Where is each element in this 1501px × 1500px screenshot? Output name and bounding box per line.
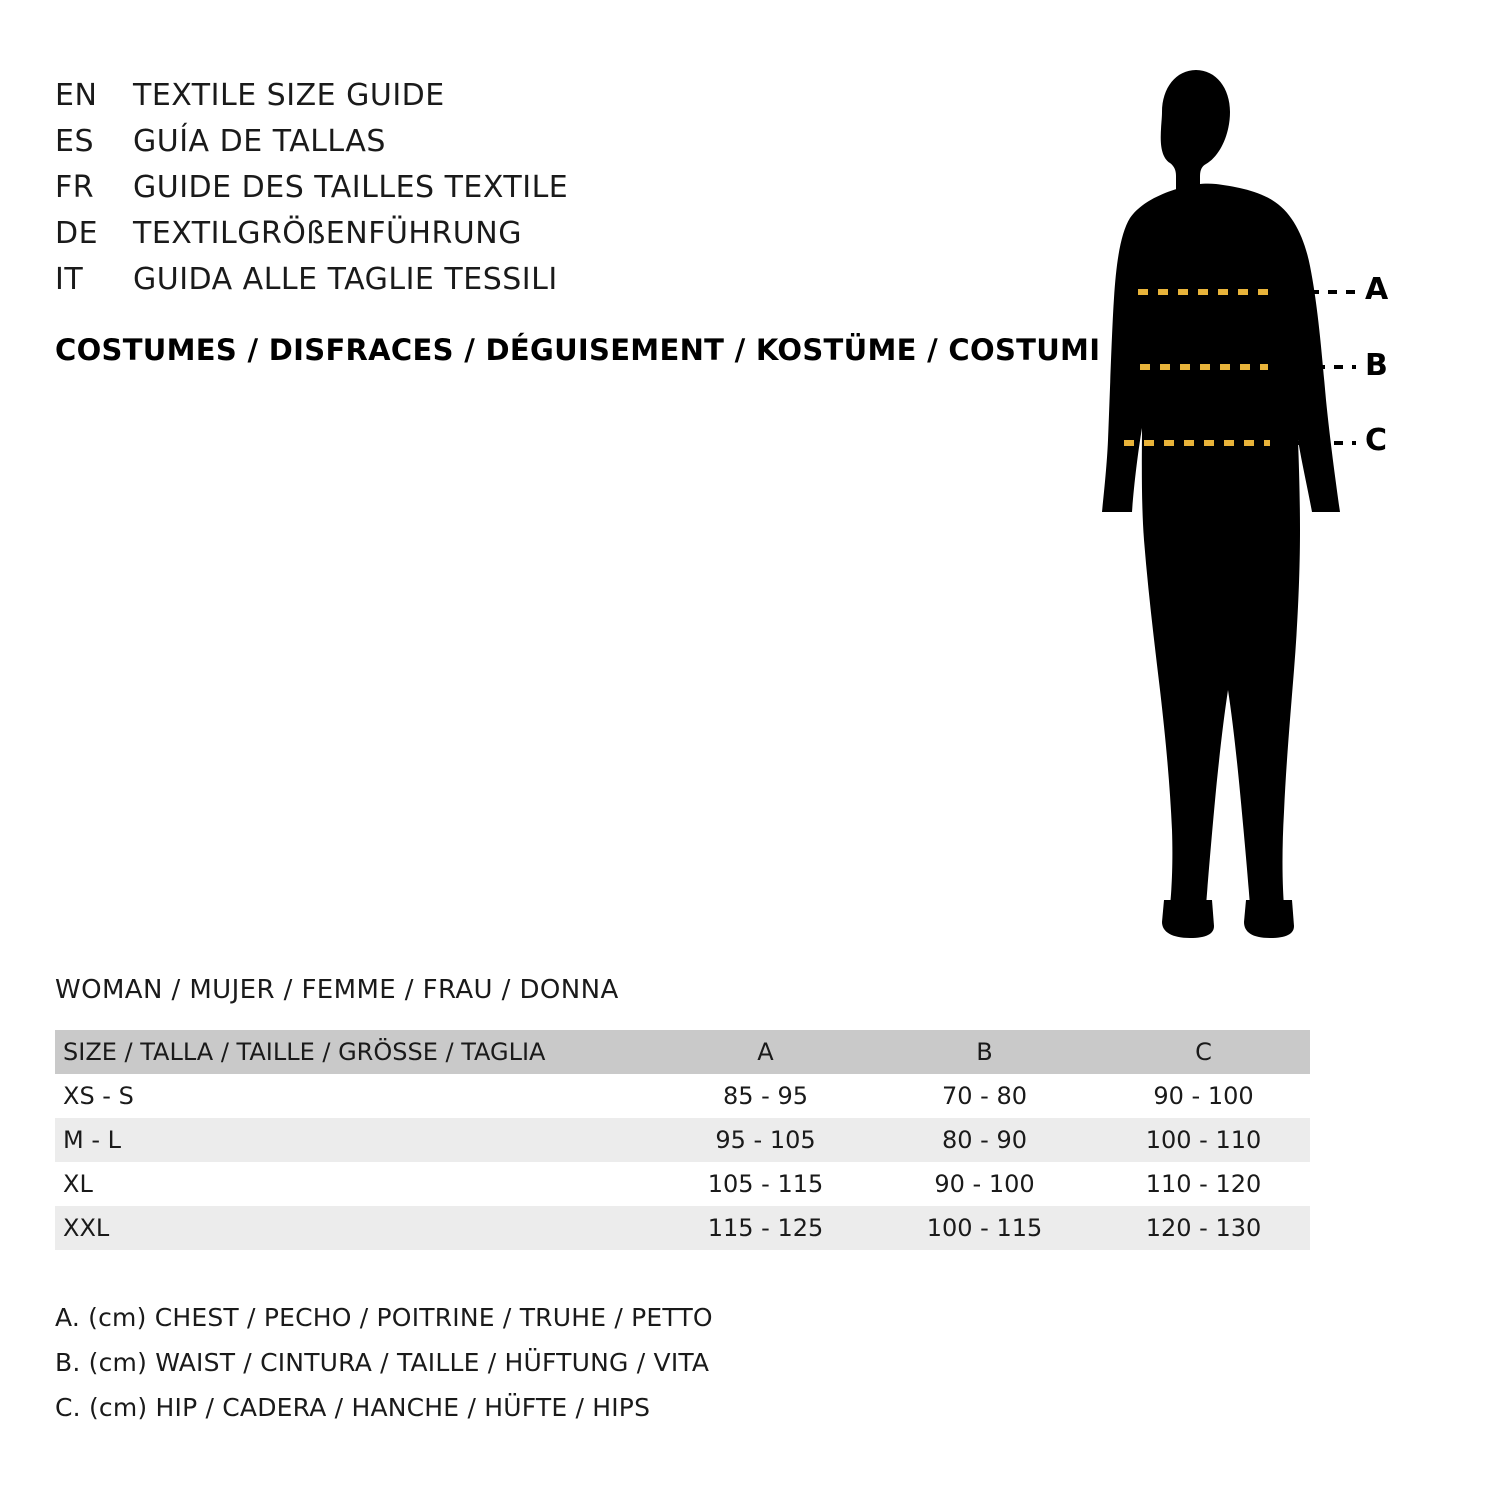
table-row <box>55 1162 1310 1206</box>
cell-b: 80 - 90 <box>942 1126 1027 1154</box>
cell-size: XS - S <box>63 1082 134 1110</box>
cell-c: 100 - 110 <box>1145 1126 1262 1154</box>
language-text-en: TEXTILE SIZE GUIDE <box>133 78 445 113</box>
language-list <box>55 78 1015 308</box>
cell-c: 90 - 100 <box>1153 1082 1254 1110</box>
cell-b: 90 - 100 <box>934 1170 1035 1198</box>
size-table-body <box>55 1074 1310 1250</box>
woman-silhouette-icon <box>1020 60 1460 940</box>
language-text-es: GUÍA DE TALLAS <box>133 124 386 159</box>
language-text-fr: GUIDE DES TAILLES TEXTILE <box>133 170 569 205</box>
table-caption: WOMAN / MUJER / FEMME / FRAU / DONNA <box>55 975 619 1005</box>
language-row-de <box>55 216 1015 262</box>
measure-label-a: A <box>1365 272 1389 307</box>
measure-label-b: B <box>1365 348 1388 383</box>
language-row-fr <box>55 170 1015 216</box>
cell-c: 110 - 120 <box>1145 1170 1262 1198</box>
table-row <box>55 1074 1310 1118</box>
cell-a: 85 - 95 <box>723 1082 808 1110</box>
language-code-de: DE <box>55 216 99 251</box>
language-text-de: TEXTILGRÖßENFÜHRUNG <box>133 216 522 251</box>
cell-a: 95 - 105 <box>715 1126 816 1154</box>
language-code-fr: FR <box>55 170 95 205</box>
header-size: SIZE / TALLA / TAILLE / GRÖSSE / TAGLIA <box>63 1038 546 1066</box>
cell-c: 120 - 130 <box>1145 1214 1262 1242</box>
cell-size: XXL <box>63 1214 110 1242</box>
legend-item-a: A. (cm) CHEST / PECHO / POITRINE / TRUHE / PETTO <box>55 1303 713 1332</box>
language-code-es: ES <box>55 124 94 159</box>
language-text-it: GUIDA ALLE TAGLIE TESSILI <box>133 262 558 297</box>
language-row-en <box>55 78 1015 124</box>
cell-size: XL <box>63 1170 93 1198</box>
cell-a: 115 - 125 <box>707 1214 824 1242</box>
header-c: C <box>1195 1038 1212 1066</box>
language-code-en: EN <box>55 78 98 113</box>
table-row <box>55 1206 1310 1250</box>
table-header-row <box>55 1030 1310 1074</box>
legend-item-c: C. (cm) HIP / CADERA / HANCHE / HÜFTE / HIPS <box>55 1393 651 1422</box>
legend-item-b: B. (cm) WAIST / CINTURA / TAILLE / HÜFTUNG / VITA <box>55 1348 710 1377</box>
costumes-subtitle: COSTUMES / DISFRACES / DÉGUISEMENT / KOSTÜME / COSTUMI <box>55 333 1101 367</box>
language-row-it <box>55 262 1015 308</box>
size-table-head <box>55 1030 1310 1074</box>
size-table <box>55 1030 1310 1250</box>
header-b: B <box>976 1038 993 1066</box>
measure-label-c: C <box>1365 423 1388 458</box>
cell-b: 70 - 80 <box>942 1082 1027 1110</box>
measurement-legend <box>55 1295 713 1430</box>
cell-a: 105 - 115 <box>707 1170 824 1198</box>
cell-b: 100 - 115 <box>926 1214 1043 1242</box>
language-code-it: IT <box>55 262 84 297</box>
table-row <box>55 1118 1310 1162</box>
language-row-es <box>55 124 1015 170</box>
measurement-figure <box>1020 60 1460 940</box>
cell-size: M - L <box>63 1126 121 1154</box>
header-a: A <box>757 1038 774 1066</box>
